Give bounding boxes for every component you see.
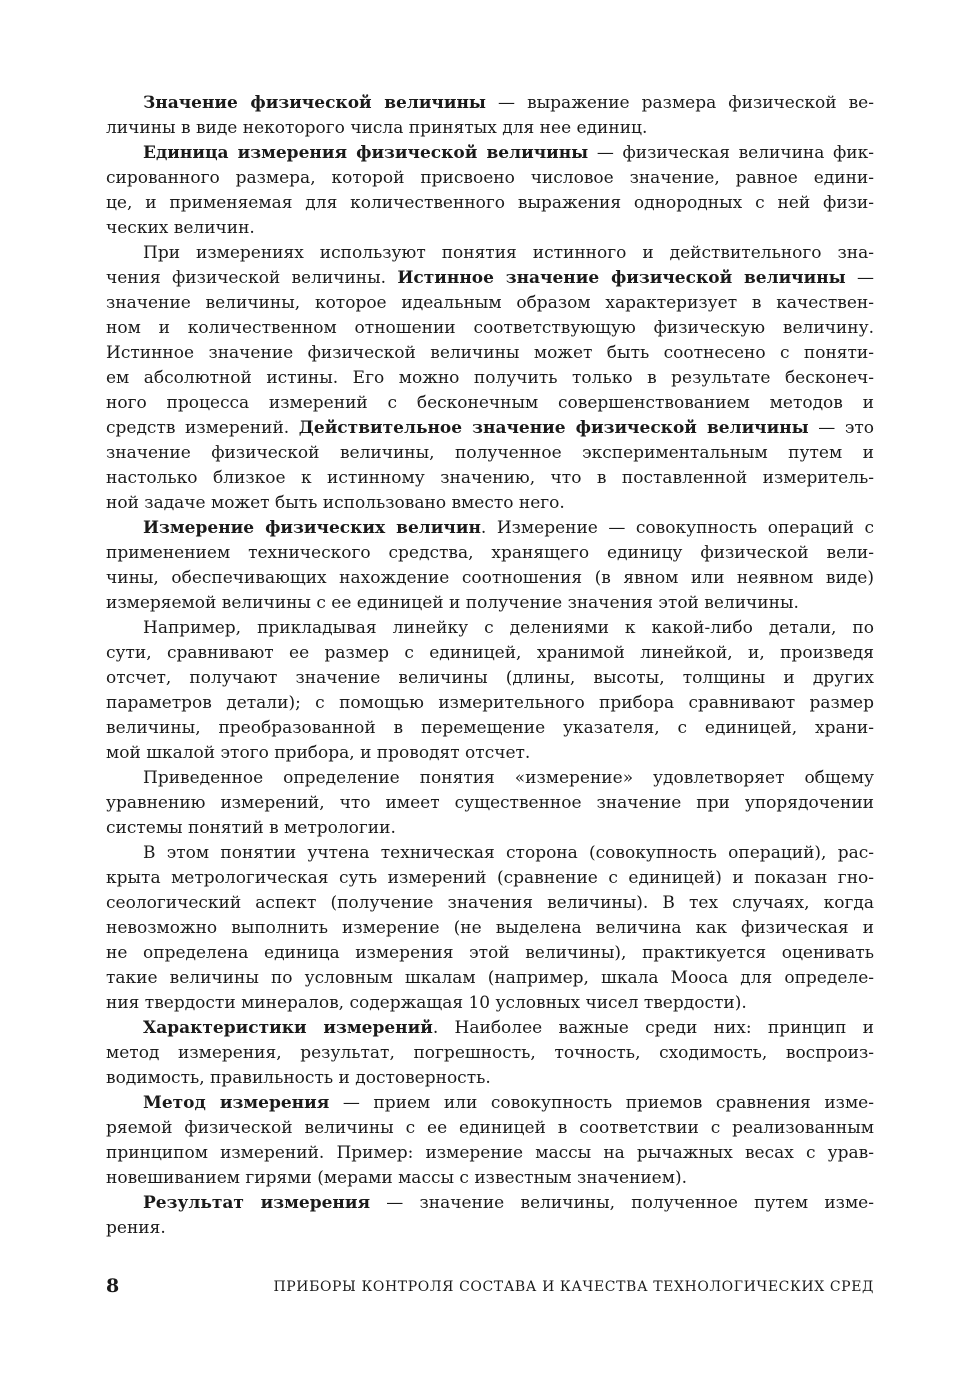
text-line: [106, 566, 874, 591]
term-bold: Характеристики измерений: [143, 1018, 433, 1038]
text-line: [106, 716, 874, 741]
text-run: . Измерение — совокупность операций с: [480, 518, 874, 538]
text-line: [106, 766, 874, 791]
text-run: водимость, правильность и достоверность.: [106, 1068, 491, 1088]
running-title: ПРИБОРЫ КОНТРОЛЯ СОСТАВА И КАЧЕСТВА ТЕХНОЛОГИЧЕСКИХ СРЕД: [273, 1279, 874, 1295]
text-run: личины в виде некоторого числа принятых для нее единиц.: [106, 118, 648, 138]
text-run: чения физической величины.: [106, 268, 398, 288]
text-run: — выражение размера физической ве-: [485, 93, 874, 113]
text-run: — физическая величина фик-: [588, 143, 875, 163]
text-line: [106, 441, 874, 466]
paragraph: [106, 616, 874, 766]
text-line: [106, 266, 874, 291]
text-run: системы понятий в метрологии.: [106, 818, 396, 838]
paragraph: [106, 841, 874, 1016]
text-line: [106, 91, 874, 116]
term-bold: Действительное значение физической величины: [298, 418, 809, 438]
text-run: такие величины по условным шкалам (например, шкала Мооса для определе-: [106, 968, 874, 988]
text-line: [106, 966, 874, 991]
text-run: новешиванием гирями (мерами массы с известным значением).: [106, 1168, 688, 1188]
text-run: Приведенное определение понятия «измерение» удовлетворяет общему: [143, 768, 874, 788]
paragraph: [106, 1091, 874, 1191]
text-line: [106, 1166, 874, 1191]
text-line: [106, 416, 874, 441]
text-run: ного процесса измерений с бесконечным совершенствованием методов и: [106, 393, 874, 413]
text-line: [106, 1066, 874, 1091]
paragraph: [106, 141, 874, 241]
body-text: [106, 91, 874, 1241]
text-run: применением технического средства, хранящего единицу физической вели-: [106, 543, 874, 563]
paragraph: [106, 241, 874, 516]
term-bold: Истинное значение физической величины: [397, 268, 846, 288]
text-run: принципом измерений. Пример: измерение массы на рычажных весах с урав-: [106, 1143, 874, 1163]
text-run: сути, сравнивают ее размер с единицей, хранимой линейкой, и, произведя: [106, 643, 874, 663]
text-run: измеряемой величины с ее единицей и получение значения этой величины.: [106, 593, 799, 613]
text-run: сированного размера, которой присвоено числовое значение, равное едини-: [106, 168, 874, 188]
paragraph: [106, 516, 874, 616]
text-line: [106, 291, 874, 316]
text-run: значение физической величины, полученное экспериментальным путем и: [106, 443, 874, 463]
text-run: величины, преобразованной в перемещение указателя, с единицей, храни-: [106, 718, 874, 738]
text-line: [106, 616, 874, 641]
text-line: [106, 891, 874, 916]
text-run: В этом понятии учтена техническая сторона (совокупность операций), рас-: [143, 843, 874, 863]
text-run: невозможно выполнить измерение (не выделена величина как физическая и: [106, 918, 874, 938]
text-line: [106, 141, 874, 166]
paragraph: [106, 766, 874, 841]
text-run: ческих величин.: [106, 218, 255, 238]
text-run: ем абсолютной истины. Его можно получить только в результате бесконеч-: [106, 368, 874, 388]
text-run: метод измерения, результат, погрешность, точность, сходимость, воспроиз-: [106, 1043, 874, 1063]
text-line: [106, 1091, 874, 1116]
text-line: [106, 991, 874, 1016]
text-line: [106, 116, 874, 141]
page-footer: [106, 1273, 874, 1299]
text-run: це, и применяемая для количественного выражения однородных с ней физи-: [106, 193, 874, 213]
text-run: При измерениях используют понятия истинного и действительного зна-: [143, 243, 874, 263]
text-run: отсчет, получают значение величины (длины, высоты, толщины и других: [106, 668, 874, 688]
text-run: —: [845, 268, 875, 288]
text-line: [106, 1041, 874, 1066]
text-line: [106, 1016, 874, 1041]
term-bold: Единица измерения физической величины: [143, 143, 589, 163]
text-run: мой шкалой этого прибора, и проводят отсчет.: [106, 743, 531, 763]
text-line: [106, 166, 874, 191]
text-line: [106, 641, 874, 666]
text-line: [106, 741, 874, 766]
term-bold: Значение физической величины: [143, 93, 486, 113]
page-number: 8: [106, 1275, 120, 1297]
text-run: Истинное значение физической величины может быть соотнесено с поняти-: [106, 343, 874, 363]
text-run: . Наиболее важные среди них: принцип и: [432, 1018, 874, 1038]
text-line: [106, 516, 874, 541]
text-line: [106, 1216, 874, 1241]
text-run: настолько близкое к истинному значению, что в поставленной измеритель-: [106, 468, 874, 488]
text-run: параметров детали); с помощью измерительного прибора сравнивают размер: [106, 693, 874, 713]
text-run: ном и количественном отношении соответствующую физическую величину.: [106, 318, 874, 338]
text-run: ния твердости минералов, содержащая 10 условных чисел твердости).: [106, 993, 747, 1013]
term-bold: Измерение физических величин: [143, 518, 481, 538]
text-line: [106, 1141, 874, 1166]
paragraph: [106, 1191, 874, 1241]
text-run: крыта метрологическая суть измерений (сравнение с единицей) и показан гно-: [106, 868, 874, 888]
text-run: Например, прикладывая линейку с делениями к какой-либо детали, по: [143, 618, 874, 638]
text-line: [106, 791, 874, 816]
text-line: [106, 341, 874, 366]
text-run: средств измерений.: [106, 418, 299, 438]
text-line: [106, 541, 874, 566]
paragraph: [106, 1016, 874, 1091]
text-run: ной задаче может быть использовано вместо него.: [106, 493, 565, 513]
text-line: [106, 866, 874, 891]
text-run: — значение величины, полученное путем изме-: [370, 1193, 874, 1213]
text-line: [106, 316, 874, 341]
text-line: [106, 591, 874, 616]
text-line: [106, 916, 874, 941]
text-line: [106, 216, 874, 241]
text-run: — прием или совокупность приемов сравнения изме-: [329, 1093, 874, 1113]
paragraph: [106, 91, 874, 141]
text-line: [106, 1191, 874, 1216]
text-run: рения.: [106, 1218, 166, 1238]
text-line: [106, 366, 874, 391]
text-line: [106, 391, 874, 416]
text-line: [106, 841, 874, 866]
text-line: [106, 691, 874, 716]
text-run: уравнению измерений, что имеет существенное значение при упорядочении: [106, 793, 874, 813]
text-run: ряемой физической величины с ее единицей в соответствии с реализованным: [106, 1118, 874, 1138]
text-line: [106, 466, 874, 491]
text-line: [106, 941, 874, 966]
text-run: чины, обеспечивающих нахождение соотношения (в явном или неявном виде): [106, 568, 874, 588]
text-line: [106, 491, 874, 516]
text-run: сеологический аспект (получение значения величины). В тех случаях, когда: [106, 893, 874, 913]
text-run: не определена единица измерения этой величины), практикуется оценивать: [106, 943, 874, 963]
text-run: — это: [808, 418, 875, 438]
text-line: [106, 1116, 874, 1141]
text-line: [106, 191, 874, 216]
term-bold: Метод измерения: [143, 1093, 330, 1113]
term-bold: Результат измерения: [143, 1193, 371, 1213]
text-line: [106, 816, 874, 841]
text-line: [106, 241, 874, 266]
text-line: [106, 666, 874, 691]
text-run: значение величины, которое идеальным образом характеризует в качествен-: [106, 293, 874, 313]
